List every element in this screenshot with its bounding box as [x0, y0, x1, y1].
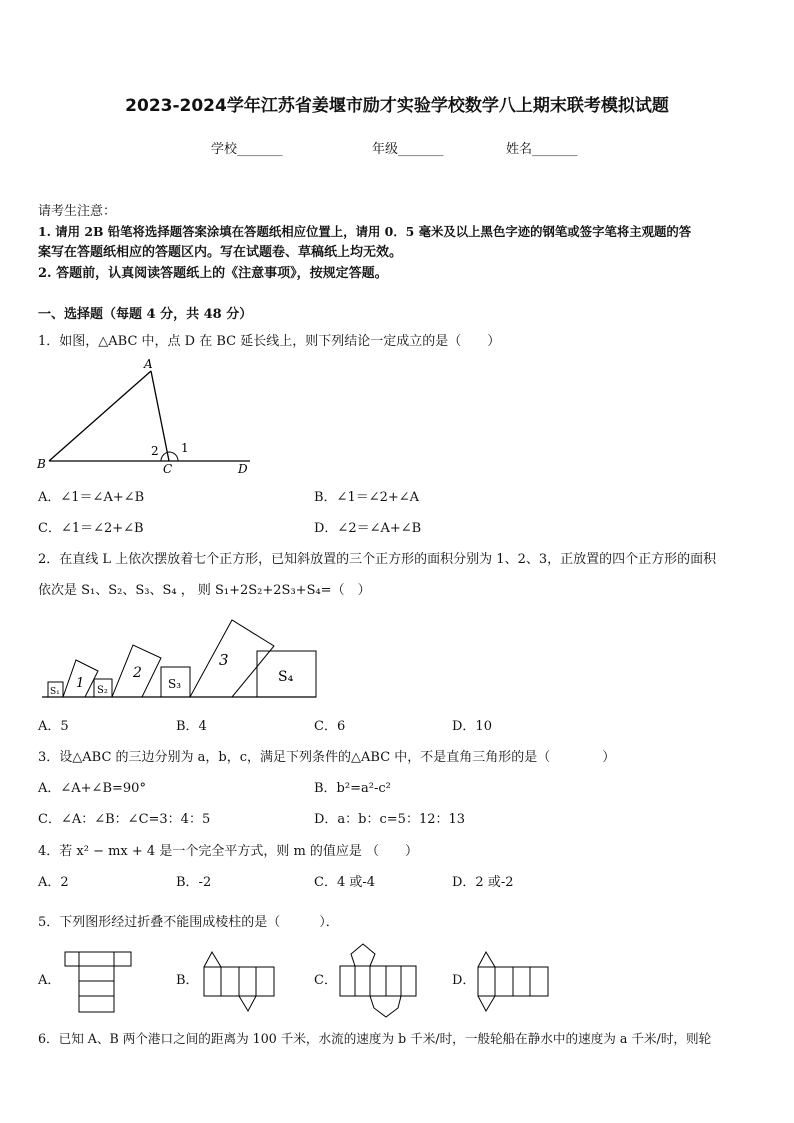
net-c-figure: [336, 940, 420, 1020]
square-3-label: 3: [219, 651, 229, 669]
q2-squares-figure: [36, 612, 321, 704]
notice-line-2: 2. 答题前，认真阅读答题纸上的《注意事项》，按规定答题。: [38, 266, 388, 281]
name-field: 姓名_______: [506, 142, 578, 157]
net-a-figure: [62, 948, 134, 1016]
q3-option-a: A．∠A+∠B=90°: [38, 781, 146, 796]
label-D: D: [238, 462, 248, 476]
label-C: C: [163, 462, 173, 476]
q2-stem-line1: 2．在直线 L 上依次摆放着七个正方形，已知斜放置的三个正方形的面积分别为 1、2、3，正放置的四个正方形的面积: [38, 552, 717, 567]
q5-option-b-label: B．: [176, 973, 199, 988]
net-d-figure: [474, 948, 552, 1016]
q5-stem: 5．下列图形经过折叠不能围成棱柱的是（ ）．: [38, 915, 339, 930]
angle-1-label: 1: [181, 441, 189, 455]
page-title: 2023-2024学年江苏省姜堰市励才实验学校数学八上期末联考模拟试题: [125, 96, 669, 116]
s1-label: S₁: [50, 687, 60, 697]
q1-option-a: A．∠1＝∠A+∠B: [38, 490, 145, 505]
grade-field: 年级_______: [372, 142, 444, 157]
angle-2-label: 2: [151, 444, 159, 458]
q2-option-c: C．6: [314, 719, 346, 734]
q5-option-d-label: D．: [452, 973, 476, 988]
notice-line-1b: 案写在答题纸相应的答题区内。写在试题卷、草稿纸上均无效。: [38, 245, 403, 260]
q2-option-b: B．4: [176, 719, 207, 734]
label-A: A: [144, 357, 153, 371]
notice-heading: 请考生注意：: [38, 204, 117, 219]
q1-option-c: C．∠1＝∠2+∠B: [38, 521, 144, 536]
q4-option-b: B．-2: [176, 875, 212, 890]
notice-line-1a: 1. 请用 2B 铅笔将选择题答案涂填在答题纸相应位置上，请用 0．5 毫米及以上黑色字迹的钢笔或签字笔将主观题的答: [38, 224, 692, 239]
q3-option-b: B．b²=a²-c²: [314, 781, 391, 796]
q2-option-d: D．10: [452, 719, 492, 734]
q5-option-c-label: C．: [314, 973, 337, 988]
q6-stem: 6．已知 A、B 两个港口之间的距离为 100 千米，水流的速度为 b 千米/时，一般轮船在静水中的速度为 a 千米/时，则轮: [38, 1031, 712, 1046]
q3-stem: 3．设△ABC 的三边分别为 a，b，c，满足下列条件的△ABC 中，不是直角三角形的是（ ）: [38, 750, 616, 765]
net-b-figure: [200, 948, 278, 1016]
q2-stem-line2: 依次是 S₁、S₂、S₃、S₄ ， 则 S₁+2S₂+2S₃+S₄=（ ）: [38, 583, 371, 598]
q1-option-d: D．∠2＝∠A+∠B: [314, 521, 422, 536]
q5-option-a-label: A．: [38, 973, 61, 988]
s4-label: S₄: [278, 669, 294, 685]
q4-option-c: C．4 或-4: [314, 875, 376, 890]
q1-stem: 1．如图，△ABC 中，点 D 在 BC 延长线上，则下列结论一定成立的是（ ）: [38, 334, 501, 349]
square-1-label: 1: [76, 676, 85, 691]
school-field: 学校_______: [211, 142, 283, 157]
q4-stem: 4．若 x² − mx + 4 是一个完全平方式，则 m 的值应是 （ ）: [38, 844, 419, 859]
q2-option-a: A．5: [38, 719, 69, 734]
square-2-label: 2: [133, 665, 142, 681]
q1-triangle-figure: [30, 355, 270, 480]
s2-label: S₂: [97, 685, 108, 696]
q3-option-d: D．a：b：c=5：12：13: [314, 812, 466, 827]
label-B: B: [37, 457, 46, 471]
section-heading: 一、选择题（每题 4 分，共 48 分）: [38, 307, 253, 322]
s3-label: S₃: [168, 677, 182, 691]
q4-option-a: A．2: [38, 875, 69, 890]
q1-option-b: B．∠1＝∠2+∠A: [314, 490, 420, 505]
q3-option-c: C．∠A：∠B：∠C=3：4：5: [38, 812, 211, 827]
q4-option-d: D．2 或-2: [452, 875, 514, 890]
